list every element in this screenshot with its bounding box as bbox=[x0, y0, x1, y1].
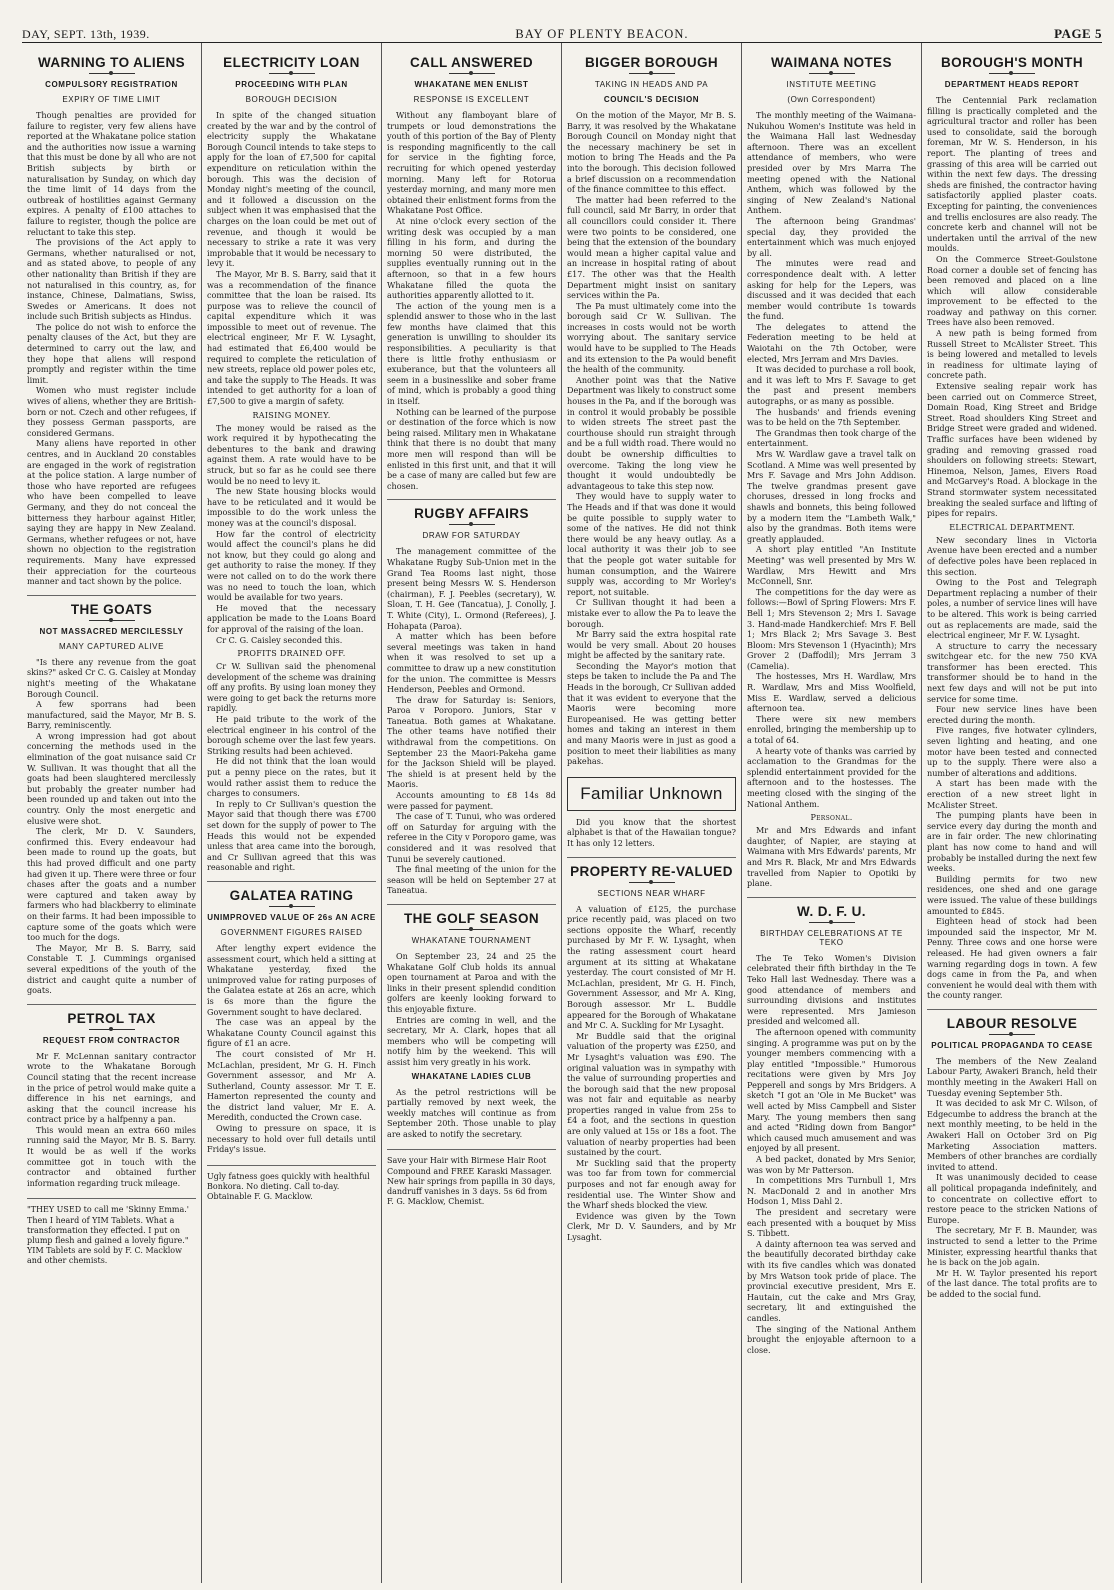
paragraph: Many aliens have reported in other centres, and in Auckland 20 constables are engaged in the work of registration at the police station. A large number of those who have reported are refugees who have been compelled to leave Germany, and they do not conceal the bitterness they harbour against Hitler, saying they are happy in New Zealand. Germans, whether refugees or not, have shown no objection to the registration requirements. Many have expressed their appreciation for the courteous manner and tact shown by the police. bbox=[27, 438, 196, 587]
headline: CALL ANSWERED bbox=[410, 55, 533, 70]
paragraph: The husbands' and friends evening was to be held on the 7th September. bbox=[747, 406, 916, 428]
headline: RUGBY AFFAIRS bbox=[414, 506, 529, 522]
paragraph: Cr W. Sullivan said the phenomenal development of the scheme was draining off any profits. By using loan money they were going to get back the returns more rapidly. bbox=[207, 661, 376, 714]
subheadline: GOVERNMENT FIGURES RAISED bbox=[220, 927, 363, 937]
paragraph: Without any flamboyant blare of trumpets or loud demonstrations the youth of this portion of the Bay of Plenty is responding magnificently to the call for service in the fighting force, recruiting for which opened yesterday morning. Many left for Rotorua yesterday morning, and many more men obtained their enlistment forms from the Whakatane Post Office. bbox=[387, 110, 556, 216]
paragraph: Owing to pressure on space, it is necessary to hold over full details until Friday's issue. bbox=[207, 1123, 376, 1155]
headline-rule bbox=[269, 906, 315, 907]
paragraph: The Grandmas then took charge of the entertainment. bbox=[747, 427, 916, 449]
paragraph: Mr Suckling said that the property was too far from town for commercial purposes and not far enough away for residential use. The Winter Show and the Wharf sheds blocked the view. bbox=[567, 1157, 736, 1211]
headline-rule bbox=[629, 882, 675, 883]
paragraph: It was decided to purchase a roll book, and it was left to Mrs F. Savage to get the past and present members autographs, or as many as possible. bbox=[747, 364, 916, 407]
inline-heading: RAISING MONEY. bbox=[252, 410, 331, 420]
paragraph: The money would be raised as the work required it by hypothecating the debentures to the bank and drawing against them. A rate would have to be struck, but so far as he could see there would be no need to levy it. bbox=[207, 422, 376, 486]
paragraph: Entries are coming in well, and the secretary, Mr A. Clark, hopes that all members who will be competing will notify him by the weekend. This will assist him very greatly in his work. bbox=[387, 1014, 556, 1067]
paragraph: The new State housing blocks would have to be reticulated and it would be impossible to do the work unless the money was at the council's disposal. bbox=[207, 486, 376, 528]
advertisement: "THEY USED to call me 'Skinny Emma.' Then I heard of YIM Tablets. What a transformation they effected. I put on plump flesh and gained a lovely figure." YIM Tablets are sold by F. C. Macklow and other chemists. bbox=[27, 1198, 196, 1266]
paragraph: A new path is being formed from Russell Street to McAlister Street. This is being lowered and metalled to levels in readiness for ultimate laying of concrete path. bbox=[927, 328, 1097, 381]
paragraph: He moved that the necessary application be made to the Loans Board for approval of the raising of the loan. bbox=[207, 602, 376, 634]
paragraph: They would have to supply water to The Heads and if that was done it would be quite possible to supply water to some of the natives. He did not think there would be any heavy outlay. As a local authority it was their job to see that the people got water suitable for human consumption, and the Wairere supply was, according to Mr Worley's report, not suitable. bbox=[567, 491, 736, 597]
headline-rule bbox=[269, 73, 315, 74]
subheadline: WHAKATANE MEN ENLIST bbox=[414, 80, 529, 89]
paragraph: Mr F. McLennan sanitary contractor wrote to the Whakatane Borough Council stating that the recent increase in the price of petrol would make quite a difference in his net earnings, and asking that the council increase his contract price by a halfpenny a pan. bbox=[27, 1050, 196, 1125]
paragraph: The case of T. Tunui, who was ordered off on Saturday for arguing with the referee in the City v Poroporo game, was considered and it was resolved that Tunui be severely cautioned. bbox=[387, 811, 556, 864]
subheadline: WHAKATANE TOURNAMENT bbox=[411, 935, 532, 945]
headline: WARNING TO ALIENS bbox=[37, 55, 186, 70]
paragraph: The draw for Saturday is: Seniors, Paroa v Poroporo. Juniors, Star v Taneatua. Both games at Whakatane. The other teams have notified their withdrawal from the competitions. On September 23 the Maori-Pakeha game for the Jackson Shield will be played. The shield is at present held by the Maoris. bbox=[387, 694, 556, 790]
paragraph: Building permits for two new residences, one shed and one garage were issued. The value of these buildings amounted to £845. bbox=[927, 873, 1097, 916]
paragraph: The pumping plants have been in service every day during the month and are in fair order. The new chlorinating plant has now come to hand and will probably be installed during the next few weeks. bbox=[927, 810, 1097, 874]
headline-rule bbox=[449, 524, 495, 525]
article-labour bbox=[927, 1016, 1097, 1300]
paragraph: Mr H. W. Taylor presented his report of the last dance. The total profits are to be added to the social fund. bbox=[927, 1267, 1097, 1299]
divider bbox=[27, 595, 196, 596]
paragraph: A structure to carry the necessary switchgear etc. for the new 750 KVA transformer has been erected. This transformer should be to hand in the next few days and will not be put into service for some time. bbox=[927, 640, 1097, 704]
paragraph: How far the control of electricity would affect the council's plans he did not know, but they could go along and get authority to raise the money. If they were not called on to do the work there was no need to touch the loan, which would be available for two years. bbox=[207, 528, 376, 603]
paragraph: The action of the young men is a splendid answer to those who in the last few months have claimed that this generation is unwilling to shoulder its responsibilities. A peculiarity is that there is little frothy enthusiasm or exuberance, but that the volunteers all seem in a businesslike and sober frame of mind, which is probably a good thing in itself. bbox=[387, 300, 556, 407]
inline-heading: Personal. bbox=[810, 813, 853, 823]
paragraph: Cr C. G. Caisley seconded this. bbox=[216, 634, 343, 645]
article-petrol bbox=[27, 1011, 196, 1267]
subheadline: WHAKATANE LADIES CLUB bbox=[411, 1071, 532, 1081]
paragraph: In reply to Cr Sullivan's question the Mayor said that though there was £700 set down for the supply of power to The Heads this would not be expended unless that area came into the borough, and Cr Sullivan agreed that this was reasonable and right. bbox=[207, 798, 376, 873]
column-3 bbox=[382, 43, 562, 1583]
paragraph: On September 23, 24 and 25 the Whakatane Golf Club holds its annual open tournament at Paroa and with the links in their present splendid condition golfers are keenly looking forward to this enjoyable fixture. bbox=[387, 950, 556, 1014]
subheadline: BOROUGH DECISION bbox=[245, 95, 338, 104]
paragraph: Four new service lines have been erected during the month. bbox=[927, 704, 1097, 725]
subheadline: POLITICAL PROPAGANDA TO CEASE bbox=[931, 1040, 1093, 1050]
article-property bbox=[567, 864, 736, 1243]
paragraph: In competitions Mrs Turnbull 1, Mrs N. MacDonald 2 and in another Mrs Hodson 1, Miss Dahl 2. bbox=[747, 1175, 916, 1207]
paragraph: The delegates to attend the Federation meeting to be held at Waiotahi on the 7th October, were elected, Mrs Jerram and Mrs Davies. bbox=[747, 321, 916, 364]
headline-rule bbox=[89, 620, 135, 621]
paragraph: He paid tribute to the work of the electrical engineer in his control of the borough scheme over the last few years. Striking results had been achieved. bbox=[207, 714, 376, 756]
article-familiar-unknown bbox=[567, 777, 736, 849]
headline-rule bbox=[89, 1029, 135, 1030]
headline: Familiar Unknown bbox=[567, 777, 736, 811]
headline: GALATEA RATING bbox=[229, 887, 354, 903]
headline: PETROL TAX bbox=[67, 1010, 156, 1026]
article-golf bbox=[387, 911, 556, 1208]
paragraph: A valuation of £125, the purchase price recently paid, was placed on two sections opposite the Wharf, recently purchased by Mr F. W. Lysaght, when the rating assessment court heard argument at its sitting at Whakatane yesterday. The court consisted of Mr H. McLachlan, president, Mr G. H. Finch, Government Assessor, and Mr A. King, Borough assessor. Mr L. Buddle appeared for the Borough of Whakatane and Mr C. A. Suckling for Mr Lysaght. bbox=[567, 903, 736, 1031]
divider bbox=[567, 857, 736, 858]
headline: BIGGER BOROUGH bbox=[584, 55, 719, 70]
subheadline: REQUEST FROM CONTRACTOR bbox=[42, 1035, 181, 1045]
headline: WAIMANA NOTES bbox=[771, 55, 892, 70]
divider bbox=[27, 1004, 196, 1005]
paragraph: A wrong impression had got about concerning the methods used in the elimination of the goat nuisance said Cr W. Sullivan. It was thought that all the goats had been slaughtered mercilessly but probably the greater number had been rounded up and taken out into the country. Only the most energetic and elusive were shot. bbox=[27, 730, 196, 826]
paragraph: The members of the New Zealand Labour Party, Awakeri Branch, held their monthly meeting in the Awakeri Hall on Tuesday evening September 5th. bbox=[927, 1055, 1097, 1098]
subheadline: BIRTHDAY CELEBRATIONS AT TE TEKO bbox=[760, 928, 903, 947]
subheadline: PROCEEDING WITH PLAN bbox=[235, 80, 348, 89]
paragraph: New secondary lines in Victoria Avenue have been erected and a number of defective poles have been replaced in this section. bbox=[927, 534, 1097, 577]
column-2 bbox=[202, 43, 382, 1583]
divider bbox=[207, 881, 376, 882]
paragraph: A short play entitled "An Institute Meeting" was well presented by Mrs W. Wardlaw, Mrs Hewitt and Mrs McConnell, Snr. bbox=[747, 544, 916, 587]
byline: (Own Correspondent) bbox=[787, 95, 876, 104]
paragraph: The afternoon being Grandmas' special day, they provided the entertainment which was much enjoyed by all. bbox=[747, 215, 916, 258]
paragraph: The Centennial Park reclamation filling is practically completed and the agricultural tractor and roller has been used to consolidate, said the borough foreman, Mr W. S. Henderson, in his report. The planting of trees and grassing of this area will be carried out within the next few days. The dressing sheds are finished, the contractor having satisfactorily applied plaster coats. Excepting for painting, the conveniences and trellis enclosures are also ready. The concrete kerb and channel will not be undertaken until the arrival of the new moulds. bbox=[927, 95, 1097, 254]
paragraph: The Mayor, Mr B. S. Barry, said Constable T. J. Cummings organised several expeditions of the youth of the district and caught quite a number of goats. bbox=[27, 942, 196, 996]
paragraph: On the motion of the Mayor, Mr B. S. Barry, it was resolved by the Whakatane Borough Council on Monday night that the necessary machinery be set in motion to bring The Heads and the Pa into the borough. This decision followed a brief discussion on a recommendation of the finance committee to this effect. bbox=[567, 110, 736, 195]
subheadline: MANY CAPTURED ALIVE bbox=[58, 641, 165, 651]
paragraph: After lengthy expert evidence the assessment court, which held a sitting at Whakatane yesterday, fixed the unimproved value for rating purposes of the Galatea estate at 26s an acre, which is 6s more than the figure the Government sought to have declared. bbox=[207, 942, 376, 1017]
headline: PROPERTY RE-VALUED bbox=[570, 863, 733, 879]
paragraph: The singing of the National Anthem brought the enjoyable afternoon to a close. bbox=[747, 1323, 916, 1355]
column-5 bbox=[742, 43, 922, 1583]
paragraph: On the Commerce Street-Goulstone Road corner a double set of fencing has been removed and placed on a line which will allow considerable improvement to be effected to the roadway and pathway on this corner. Trees have also been removed. bbox=[927, 253, 1097, 328]
paragraph: Evidence was given by the Town Clerk, Mr D. V. Saunders, and by Mr Lysaght. bbox=[567, 1210, 736, 1242]
paragraph: The Pa must ultimately come into the borough said Cr W. Sullivan. The increases in costs would not be worth worrying about. The sanitary service would have to be supplied to The Heads and its extension to the Pa would benefit the health of the community. bbox=[567, 300, 736, 375]
divider bbox=[387, 904, 556, 905]
article-electricity bbox=[207, 55, 376, 873]
headline-rule bbox=[629, 73, 675, 74]
paragraph: Eighteen head of stock had been impounded said the inspector, Mr M. Penny. Three cows and one horse were released. He had given owners a fair warning regarding dogs in town. A few dogs came in from the Pa, and when convenient he would deal with them with the county ranger. bbox=[927, 916, 1097, 1001]
paragraph: The clerk, Mr D. V. Saunders, confirmed this. Every endeavour had been made to round up the goats, but this had proved difficult and one party had given it up. There were three or four chases after the goats and a number were captured and taken away by farmers who had blackberry to eliminate on their farms. It had been impossible to capture some of the goats which were too much for the dogs. bbox=[27, 826, 196, 943]
headline-rule bbox=[89, 73, 135, 74]
subheadline: UNIMPROVED VALUE OF 26s AN ACRE bbox=[207, 912, 376, 922]
subheadline: INSTITUTE MEETING bbox=[786, 80, 877, 89]
issue-date: DAY, SEPT. 13th, 1939. bbox=[22, 27, 150, 41]
newspaper-title: BAY OF PLENTY BEACON. bbox=[515, 27, 689, 41]
headline-rule bbox=[809, 73, 855, 74]
divider bbox=[927, 1009, 1097, 1010]
headline-rule bbox=[449, 929, 495, 930]
paragraph: The police do not wish to enforce the penalty clauses of the Act, but they are determined to carry out the law, and they hope that aliens will respond promptly and register within the time limit. bbox=[27, 321, 196, 385]
paragraph: The management committee of the Whakatane Rugby Sub-Union met in the Grand Tea Rooms last night, those present being Messrs W. S. Henderson (chairman), F. J. Peebles (secretary), W. Sloan, T. H. Gee (Tancatua), J. Conolly, J. T. White (City), L. Ormond (Referees), J. Hohapata (Paroa). bbox=[387, 546, 556, 631]
paragraph: As the petrol restrictions will be partially removed by next week, the weekly matches will continue as from September 20th. Those unable to play are asked to notify the secretary. bbox=[387, 1086, 556, 1139]
headline: LABOUR RESOLVE bbox=[946, 1015, 1078, 1031]
headline: ELECTRICITY LOAN bbox=[223, 55, 360, 70]
inline-heading: ELECTRICAL DEPARTMENT. bbox=[949, 522, 1075, 532]
headline: THE GOATS bbox=[70, 601, 153, 617]
paragraph: At nine o'clock every section of the writing desk was occupied by a man filling in his form, and during the morning 50 were distributed, the supplies eventually running out in the afternoon, so that in a few hours Whakatane filled the quota the authorities apparently allotted to it. bbox=[387, 215, 556, 301]
paragraph: A few sporrans had been manufactured, said the Mayor, Mr B. S. Barry, reminiscently. bbox=[27, 699, 196, 731]
paragraph: The provisions of the Act apply to Germans, whether naturalised or not, and as stated above, to people of any other nationality than British if they are not naturalised in this country, as, for instance, Chinese, Dalmatians, Swiss, Swedes or Americans. It does not include such British subjects as Hindus. bbox=[27, 237, 196, 322]
divider bbox=[747, 897, 916, 898]
paragraph: A dainty afternoon tea was served and the beautifully decorated birthday cake with its five candles which was donated by Mrs Watson took pride of place. The provincial executive president, Mrs E. Hautain, cut the cake and Mrs Gray, secretary, lit and extinguished the candles. bbox=[747, 1238, 916, 1323]
headline-rule bbox=[809, 922, 855, 923]
paragraph: Five ranges, five hotwater cylinders, seven lighting and heating, and one motor have been tested and connected up to the supply. There were also a number of alterations and additions. bbox=[927, 725, 1097, 778]
paragraph: Owing to the Post and Telegraph Department replacing a number of their poles, a number of service lines will have to be altered. This work is being carried out as replacements are made, said the electrical engineer, Mr F. W. Lysaght. bbox=[927, 577, 1097, 641]
paragraph: Mrs W. Wardlaw gave a travel talk on Scotland. A Mime was well presented by Mrs F. Savage and Mrs John Addison. The twelve grandmas present gave choruses, dressed in long frocks and shawls and bonnets, this being followed by a modern item the "Lambeth Walk," also by the grandmas. Both items were greatly applauded. bbox=[747, 449, 916, 544]
article-goats bbox=[27, 602, 196, 996]
paragraph: The court consisted of Mr H. McLachlan, president, Mr G. H. Finch Government assessor, and Mr A. Sutherland, County assessor. Mr T. E. Hamerton represented the county and the district land valuer, Mr E. A. Meredith, conducted the Crown case. bbox=[207, 1048, 376, 1123]
subheadline: COMPULSORY REGISTRATION bbox=[45, 80, 178, 89]
paragraph: Nothing can be learned of the purpose or destination of the force which is now being raised. Military men in Whakatane think that there is no doubt that many more men will respond than will be enlisted in this first unit, and that it will be a case of many are called but few are chosen. bbox=[387, 406, 556, 491]
paragraph: The Te Teko Women's Division celebrated their fifth birthday in the Te Teko Hall last Wednesday. There was a good attendance of members and surrounding divisions and institutes were represented. Mrs Jamieson presided and welcomed all. bbox=[747, 952, 916, 1027]
article-call-answered bbox=[387, 55, 556, 491]
paragraph: This would mean an extra 660 miles running said the Mayor, Mr B. S. Barry. It would be as well if the works committee got in touch with the contractor and obtained further information regarding truck mileage. bbox=[27, 1124, 196, 1188]
article-aliens bbox=[27, 55, 196, 587]
column-6 bbox=[922, 43, 1102, 1583]
article-waimana bbox=[747, 55, 916, 889]
inline-heading: PROFITS DRAINED OFF. bbox=[237, 649, 346, 659]
article-bigger-borough bbox=[567, 55, 736, 767]
paragraph: Accounts amounting to £8 14s 8d were passed for payment. bbox=[387, 790, 556, 811]
divider bbox=[387, 499, 556, 500]
paragraph: Another point was that the Native Department was likely to construct some houses in the Pa, and if the borough was in control it would probably be possible to widen streets The street past the courthouse should run straight through and be a full width road. There would no doubt be ownership difficulties to overcome. Taking the long view he thought it would undoubtedly be advantageous to take this step now. bbox=[567, 374, 736, 491]
paragraph: Women who must register include wives of aliens, whether they are British-born or not. Czech and other refugees, if they possess German passports, are considered Germans. bbox=[27, 385, 196, 438]
paragraph: The afternoon opened with community singing. A programme was put on by the younger members commencing with a play entitled "Impossible." Humorous recitations were given by Mrs Joy Pepperell and songs by Mrs Bridgers. A sketch "I got an 'Ole in Me Bucket" was well acted by Miss Campbell and Sister Mary. The young members then sang and acted "Riding down from Bangor" which caused much amusement and was enjoyed by all present. bbox=[747, 1026, 916, 1154]
paragraph: The case was an appeal by the Whakatane County Council against this figure of £1 an acre. bbox=[207, 1017, 376, 1049]
headline: W. D. F. U. bbox=[797, 903, 866, 919]
paragraph: "Is there any revenue from the goat skins?" asked Cr C. G. Caisley at Monday night's meeting of the Whakatane Borough Council. bbox=[27, 656, 196, 699]
paragraph: The minutes were read and correspondence dealt with. A letter asking for help for the Lepers, was discussed and it was decided that each member would contribute 1s towards the fund. bbox=[747, 258, 916, 322]
paragraph: A matter which has been before several meetings was taken in hand when it was resolved to set up a committee to draw up a new constitution for the union. The committee is Messrs Henderson, Peebles and Ormond. bbox=[387, 631, 556, 695]
article-boroughs-month bbox=[927, 55, 1097, 1001]
article-rugby bbox=[387, 506, 556, 896]
subheadline: RESPONSE IS EXCELLENT bbox=[413, 95, 530, 104]
paragraph: The monthly meeting of the Waimana-Nukuhou Women's Institute was held in the Waimana Hall last Wednesday afternoon. There was an excellent attendance of members, who were presided over by Mrs Marra The meeting opened with the National Anthem, which was followed by the singing of New Zealand's National Anthem. bbox=[747, 110, 916, 216]
paragraph: In spite of the changed situation created by the war and by the control of electricity supply the Whakatane Borough Council intends to take steps to apply for the loan of £7,500 for capital expenditure on reticulation within the borough. This was the decision of Monday night's meeting of the council, and it followed a discussion on the subject when it was emphasised that the charges on the loan could be met out of revenue, and though it would be necessary to strike a rate it was very improbable that it would be necessary to levy it. bbox=[207, 110, 376, 269]
paragraph: There were six new members enrolled, bringing the membership up to a total of 64. bbox=[747, 713, 916, 746]
paragraph: Mr and Mrs Edwards and infant daughter, of Napier, are staying at Waimana with Mrs Edwards' parents, Mr and Mrs R. Black, Mr and Mrs Edwards travelled from Napier to Opotiki by plane. bbox=[747, 825, 917, 889]
advertisement: Ugly fatness goes quickly with healthful Bonkora. No dieting. Call to-day. Obtainable F. G. Macklow. bbox=[207, 1165, 376, 1203]
paragraph: The competitions for the day were as follows:—Bowl of Spring Flowers: Mrs F. Bell 1; Mrs Stevenson 2; Mrs I. Savage 3. Hand-made Handkerchief: Mrs F. Bell 1; Mrs Black 2; Mrs Savage 3. Best Bloom: Mrs Stevenson 1 (Hyacinth); Mrs Grover 2 (Daffodil); Mrs Jerram 3 (Camelia). bbox=[747, 586, 916, 671]
paragraph: The hostesses, Mrs H. Wardlaw, Mrs R. Wardlaw, Mrs and Miss Woolfield, Miss E. Wardlaw, served a delicious afternoon tea. bbox=[747, 671, 916, 714]
paragraph: Mr Barry said the extra hospital rate would be very small. About 20 houses might be affected by the sanitary rate. bbox=[567, 629, 736, 661]
column-4 bbox=[562, 43, 742, 1583]
headline: BOROUGH'S MONTH bbox=[941, 55, 1083, 70]
paragraph: Did you know that the shortest alphabet is that of the Hawaiian tongue? It has only 12 letters. bbox=[567, 816, 736, 848]
subheadline: NOT MASSACRED MERCILESSLY bbox=[39, 626, 184, 636]
paragraph: Extensive sealing repair work has been carried out on Commerce Street, Domain Road, King Street and Bridge Street. Road shoulders King Street and Bridge Street were graded and widened. Traffic surfaces have been widened by grading and removing grassed road shoulders on following streets: Stewart, Hinemoa, Nelson, James, Eivers Road and McGarvey's Road. A blockage in the Strand stormwater system necessitated breaking the sealed surface and lifting of pipes for repairs. bbox=[927, 381, 1097, 519]
paragraph: Cr Sullivan thought it had been a mistake ever to allow the Pa to leave the borough. bbox=[567, 597, 736, 629]
page-number: PAGE 5 bbox=[1054, 26, 1102, 41]
subheadline: DEPARTMENT HEADS REPORT bbox=[944, 80, 1080, 89]
paragraph: The president and secretary were each presented with a bouquet by Miss S. Tibbett. bbox=[747, 1207, 916, 1239]
paragraph: The Mayor, Mr B. S. Barry, said that it was a recommendation of the finance committee that the loan be raised. Its purpose was to relieve the council of capital expenditure which it was impossible to meet out of revenue. The electrical engineer, Mr F. W. Lysaght, had estimated that £6,400 would be required to complete the reticulation of new streets, replace old power poles etc, and take the supply to The Heads. It was intended to get authority for a loan of £7,500 to give a margin of safety. bbox=[207, 268, 376, 407]
subheadline: COUNCIL'S DECISION bbox=[603, 95, 700, 104]
paragraph: A start has been made with the erection of a new street light in McAlister Street. bbox=[927, 778, 1097, 810]
paragraph: A bed packet, donated by Mrs Senior, was won by Mr Patterson. bbox=[747, 1154, 916, 1175]
paragraph: A hearty vote of thanks was carried by acclamation to the Grandmas for the splendid entertainment provided for the afternoon and to the hostesses. The meeting closed with the singing of the National Anthem. bbox=[747, 745, 916, 809]
paragraph: The secretary, Mr F. B. Maunder, was instructed to send a letter to the Prime Minister, expressing heartful thanks that he is back on the job again. bbox=[927, 1225, 1097, 1268]
paragraph: Mr Buddle said that the original valuation of the property was £250, and Mr Lysaght's valuation was £90. The original valuation was in sympathy with the value of surrounding properties and the borough said that the new proposal was not fair and equitable as nearby properties ranged in value from 25s to £4 a foot, and the sections in question are only valued at 15s or 18s a foot. The valuation of nearby properties had been sustained by the court. bbox=[567, 1030, 736, 1158]
headline-rule bbox=[449, 73, 495, 74]
paragraph: Seconding the Mayor's motion that steps be taken to include the Pa and The Heads in the borough, Cr Sullivan added that it was evident to everyone that the Maoris were becoming more Europeanised. He was getting better homes and taking an interest in them and many Maoris were in just as good a position to meet their liabilities as many pakehas. bbox=[567, 660, 736, 767]
paragraph: It was unanimously decided to cease all political propaganda indefinitely, and to concentrate on collective effort to restore peace to the stricken Nations of Europe. bbox=[927, 1172, 1097, 1225]
column-1 bbox=[22, 43, 202, 1583]
paragraph: He did not think that the loan would put a penny piece on the rates, but it would rather assist them to reduce the charges to consumers. bbox=[207, 756, 376, 799]
subheadline: EXPIRY OF TIME LIMIT bbox=[62, 95, 161, 104]
paragraph: It was decided to ask Mr C. Wilson, of Edgecumbe to address the branch at the next monthly meeting, to be held in the Awakeri Hall on October 3rd on Pig Marketing Association matters. Members of other branches are cordially invited to attend. bbox=[927, 1098, 1097, 1172]
paragraph: The final meeting of the union for the season will be held on September 27 at Taneatua. bbox=[387, 864, 556, 896]
subheadline: DRAW FOR SATURDAY bbox=[422, 531, 521, 541]
article-wdfu bbox=[747, 904, 916, 1356]
subheadline: SECTIONS NEAR WHARF bbox=[597, 888, 706, 898]
article-galatea bbox=[207, 888, 376, 1202]
subheadline: TAKING IN HEADS AND PA bbox=[594, 80, 709, 89]
headline-rule bbox=[989, 73, 1035, 74]
paragraph: Though penalties are provided for failure to register, very few aliens have reported at the Whakatane police station and the authorities now issue a warning that this must be done by all who are not British subjects by birth or naturalisation by Sunday, on which day the time limit of 14 days from the outbreak of hostilities against Germany expires. A penalty of £100 attaches to failure to register, though the police are reluctant to take this step. bbox=[27, 110, 196, 237]
advertisement: Save your Hair with Birmese Hair Root Compound and FREE Karaski Massager. New hair springs from papilla in 30 days, dandruff vanishes in 3 days. 5s 6d from F. G. Macklow, Chemist. bbox=[387, 1149, 556, 1207]
masthead bbox=[22, 8, 1102, 43]
headline: THE GOLF SEASON bbox=[403, 910, 539, 926]
paragraph: The matter had been referred to the full council, said Mr Barry, in order that all councillors could consider it. There were two points to be considered, one being that the extension of the boundary would mean a higher capital value and an increase in hospital rating of about £17. The other was that the Health Department might insist on sanitary services within the Pa. bbox=[567, 194, 736, 301]
headline-rule bbox=[989, 1034, 1035, 1035]
